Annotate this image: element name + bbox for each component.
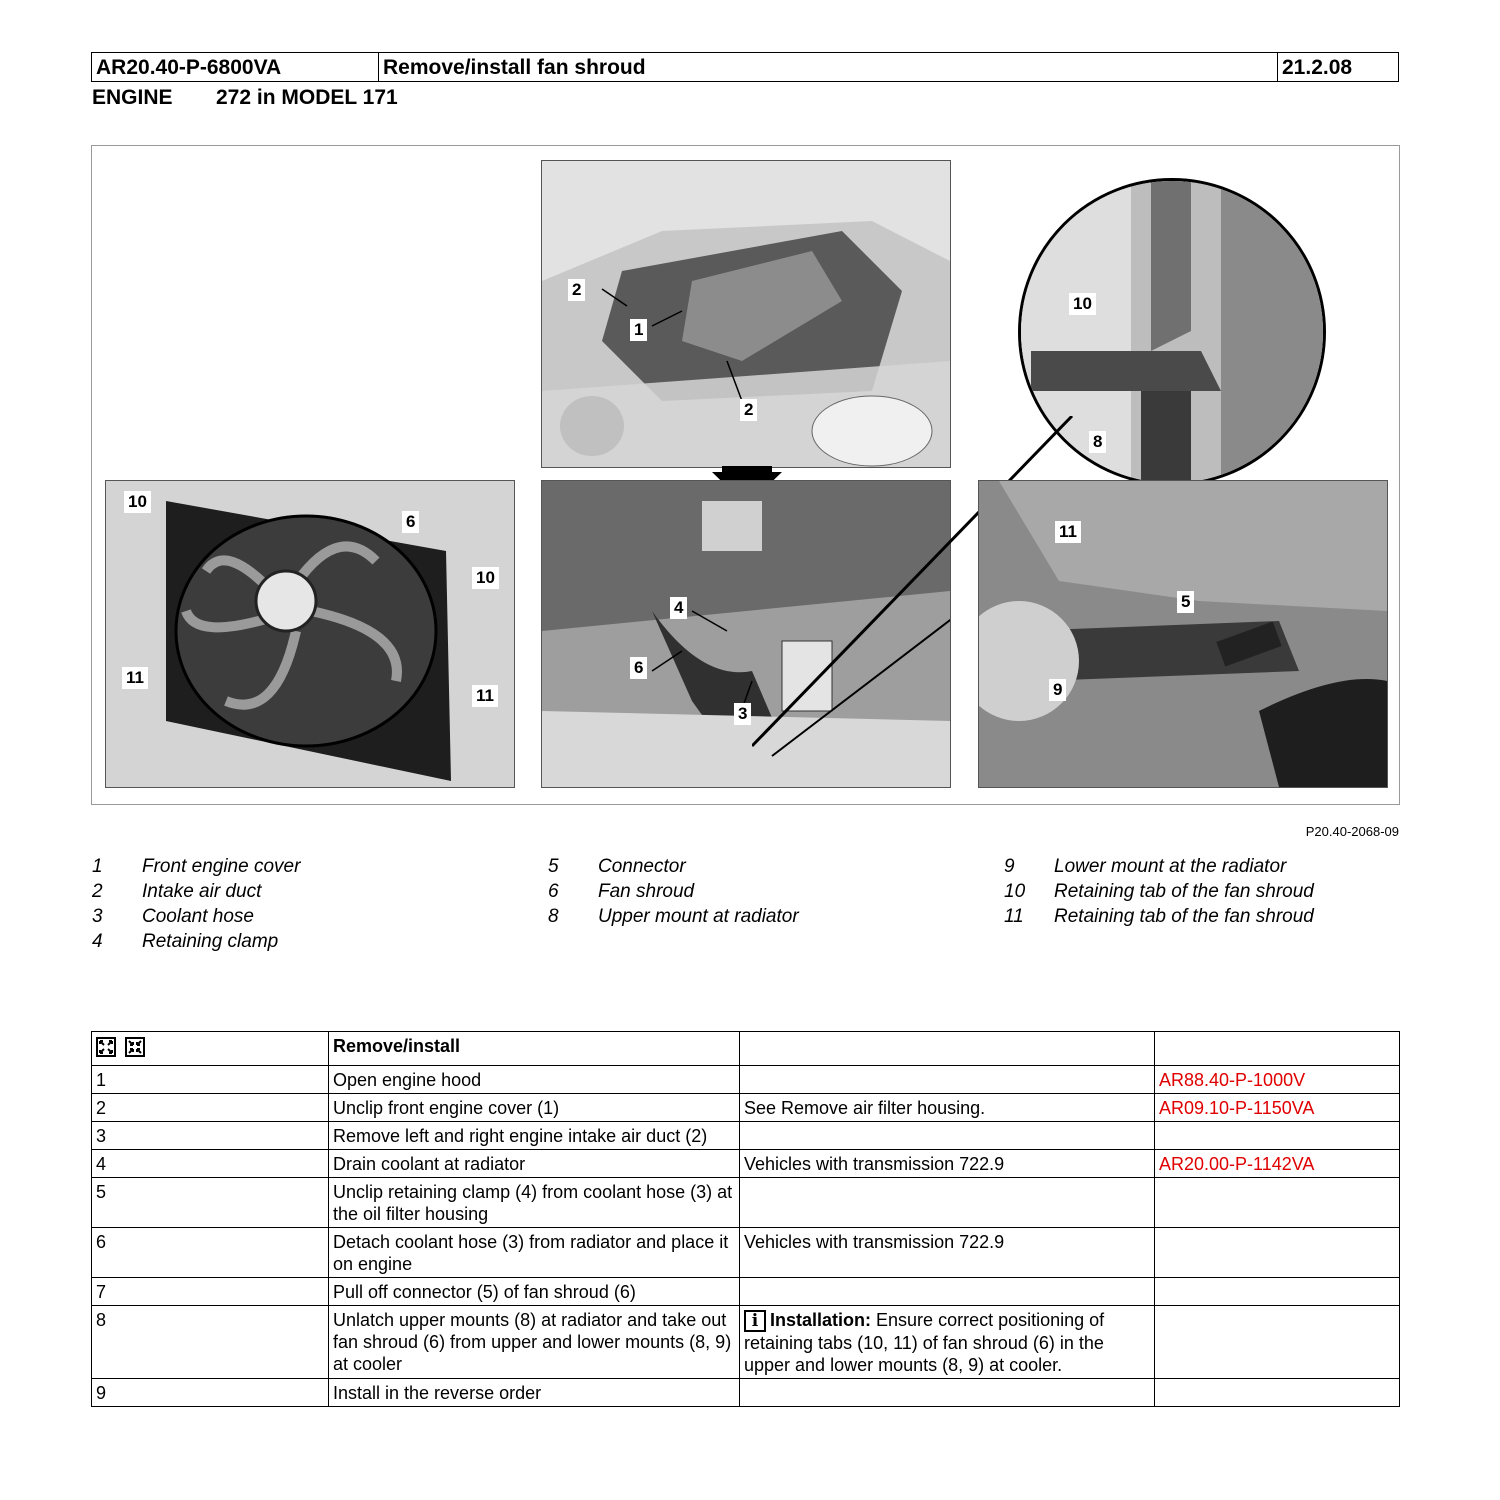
engine-label: ENGINE	[92, 86, 173, 109]
legend-column-3	[1004, 856, 1394, 931]
table-row: 1 Open engine hood AR88.40-P-1000V	[92, 1066, 1400, 1094]
connector-closeup-photo	[978, 480, 1388, 788]
fan-shroud-photo	[105, 480, 515, 788]
reference-link[interactable]: AR09.10-P-1150VA	[1155, 1094, 1400, 1122]
table-header-row	[92, 1032, 1400, 1066]
callout-1: 1	[630, 319, 647, 341]
callout-2a: 2	[568, 279, 585, 301]
legend-item: 3 Coolant hose	[92, 906, 254, 927]
figure-frame	[91, 145, 1400, 805]
procedure-table	[91, 1031, 1400, 1407]
legend-item: 1 Front engine cover	[92, 856, 301, 877]
callout-5: 5	[1177, 591, 1194, 613]
callout-11-fan-b: 11	[472, 685, 498, 707]
callout-3: 3	[734, 703, 751, 725]
callout-8: 8	[1089, 431, 1106, 453]
legend-item: 2 Intake air duct	[92, 881, 262, 902]
table-row: 4 Drain coolant at radiator Vehicles with transmission 722.9 AR20.00-P-1142VA	[92, 1150, 1400, 1178]
callout-10-fan-b: 10	[472, 567, 499, 589]
installation-note	[740, 1306, 1155, 1379]
install-icon	[125, 1037, 145, 1057]
callout-10-circle: 10	[1069, 293, 1096, 315]
legend-item: 10 Retaining tab of the fan shroud	[1004, 881, 1314, 902]
subheader	[92, 86, 398, 110]
table-row: 7 Pull off connector (5) of fan shroud (6)	[92, 1278, 1400, 1306]
table-row: 6 Detach coolant hose (3) from radiator and place it on engine Vehicles with transmission 722.9	[92, 1228, 1400, 1278]
doc-id: AR20.40-P-6800VA	[92, 53, 379, 81]
legend-item: 5 Connector	[548, 856, 686, 877]
callout-6-fan: 6	[402, 511, 419, 533]
figure-reference: P20.40-2068-09	[1305, 824, 1399, 839]
callout-9: 9	[1049, 679, 1066, 701]
callout-11-fan-a: 11	[122, 667, 148, 689]
callout-6-engine: 6	[630, 657, 647, 679]
legend-column-1	[92, 856, 512, 956]
doc-date: 21.2.08	[1282, 56, 1353, 79]
remove-icon	[96, 1037, 116, 1057]
table-row: 8 Unlatch upper mounts (8) at radiator and take out fan shroud (6) from upper and lower mounts (8, 9) at cooler i Installation: Ensure correct positioning of retaining tabs (10, 11) of fan shroud (6) in the upper and lower mounts (8, 9) at cooler.	[92, 1306, 1400, 1379]
reference-link[interactable]: AR20.00-P-1142VA	[1155, 1150, 1400, 1178]
callout-10-fan-a: 10	[124, 491, 151, 513]
procedure-heading: Remove/install	[329, 1032, 740, 1066]
callout-2b: 2	[740, 399, 757, 421]
remove-install-icons	[92, 1032, 329, 1066]
info-icon: i	[744, 1310, 766, 1332]
installation-label: Installation:	[770, 1310, 872, 1330]
legend-item: 9 Lower mount at the radiator	[1004, 856, 1287, 877]
installation-text: Ensure correct positioning of retaining tabs (10, 11) of fan shroud (6) in the upper and lower mounts (8, 9) at cooler.	[744, 1310, 1105, 1375]
legend-column-2	[548, 856, 968, 931]
legend-item: 4 Retaining clamp	[92, 931, 279, 952]
legend-item: 6 Fan shroud	[548, 881, 695, 902]
table-row: 3 Remove left and right engine intake air duct (2)	[92, 1122, 1400, 1150]
callout-4: 4	[670, 597, 687, 619]
table-row: 5 Unclip retaining clamp (4) from coolant hose (3) at the oil filter housing	[92, 1178, 1400, 1228]
legend-item: 8 Upper mount at radiator	[548, 906, 799, 927]
table-row: 2 Unclip front engine cover (1) See Remove air filter housing. AR09.10-P-1150VA	[92, 1094, 1400, 1122]
reference-link[interactable]: AR88.40-P-1000V	[1155, 1066, 1400, 1094]
legend-item: 11 Retaining tab of the fan shroud	[1004, 906, 1314, 927]
header-table	[91, 52, 1399, 82]
callout-11-closeup: 11	[1055, 521, 1081, 543]
table-row: 9 Install in the reverse order	[92, 1379, 1400, 1407]
doc-title: Remove/install fan shroud	[379, 53, 1278, 81]
model-label: 272 in MODEL 171	[216, 86, 398, 109]
